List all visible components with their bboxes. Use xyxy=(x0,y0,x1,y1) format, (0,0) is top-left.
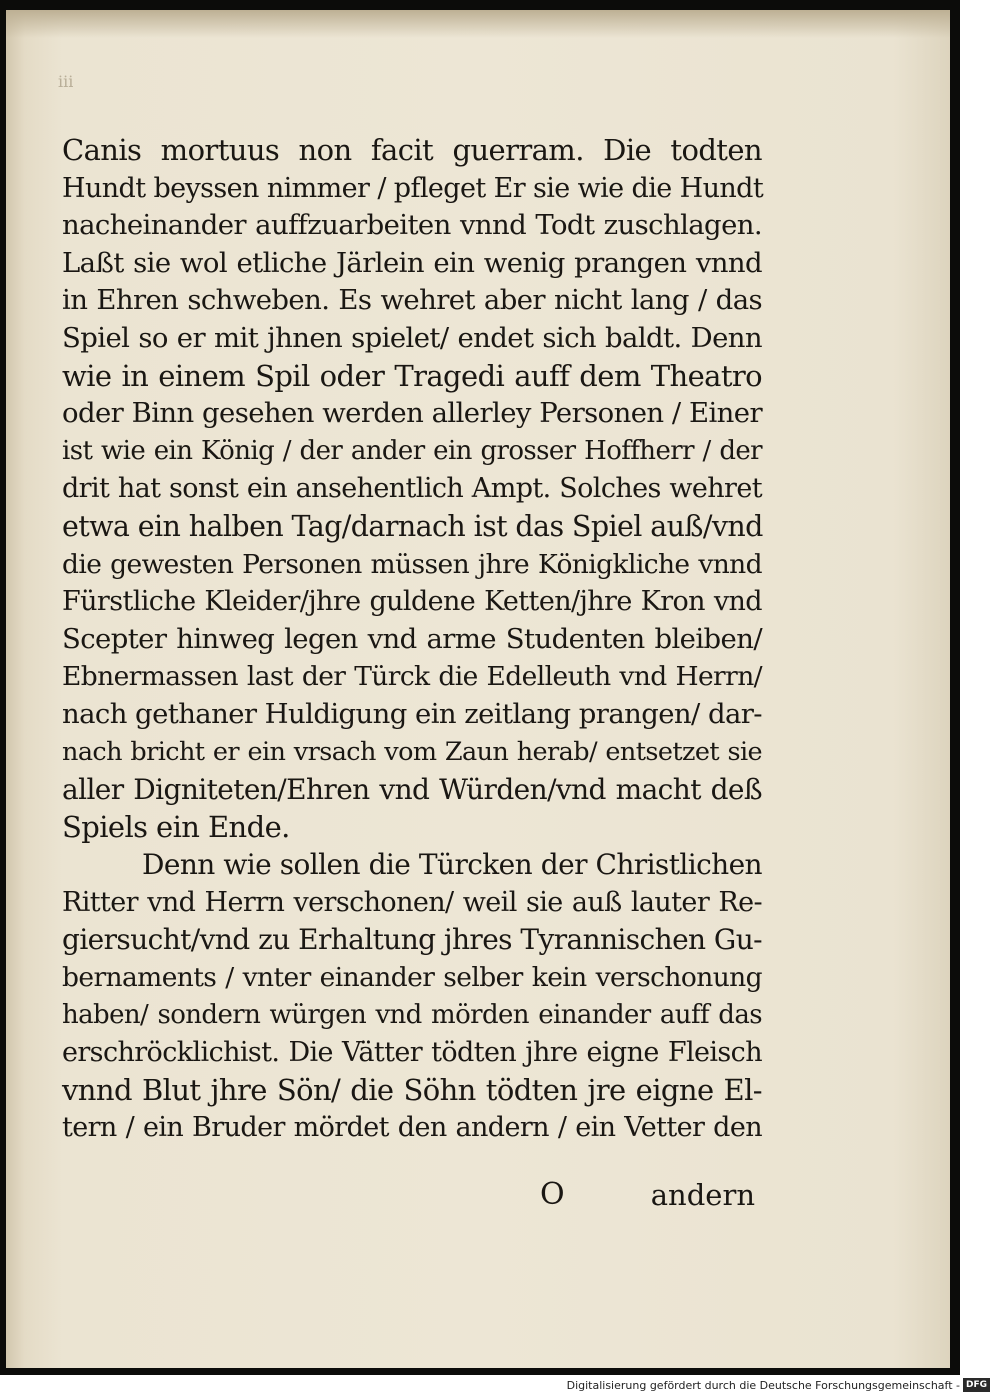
text-line: Denn wie sollen die Türcken der Christlichen xyxy=(142,848,762,882)
text-line: ist wie ein König / der ander ein grosser Hoffherr / der xyxy=(62,435,762,466)
text-line: Hundt beyssen nimmer / pfleget Er sie wie die Hundt xyxy=(62,172,764,204)
page-number-mark: iii xyxy=(58,72,74,91)
catchword-row xyxy=(540,1175,755,1215)
text-line: etwa ein halben Tag/darnach ist das Spiel auß/vnd xyxy=(62,509,763,543)
dfg-logo-icon: DFG xyxy=(963,1378,990,1392)
funding-notice: Digitalisierung gefördert durch die Deutsche Forschungsgemeinschaft - xyxy=(566,1378,960,1392)
text-line: die gewesten Personen müssen jhre Königkliche vnnd xyxy=(62,548,762,580)
text-line: nach bricht er ein vrsach vom Zaun herab/ entsetzet sie xyxy=(62,736,762,767)
text-line: aller Digniteten/Ehren vnd Würden/vnd macht deß xyxy=(62,773,762,807)
text-line: oder Binn gesehen werden allerley Personen / Einer xyxy=(62,397,762,430)
text-line: erschröcklichist. Die Vätter tödten jhre eigne Fleisch xyxy=(62,1037,762,1069)
funding-footer xyxy=(567,1376,990,1394)
text-line: Scepter hinweg legen vnd arme Studenten bleiben/ xyxy=(62,622,762,655)
page-top-edge xyxy=(6,10,950,38)
text-line: Canis mortuus non facit guerram. Die todten xyxy=(62,133,762,167)
text-line: haben/ sondern würgen vnd mörden einander auff das xyxy=(62,999,762,1030)
text-line: vnnd Blut jhre Sön/ die Söhn tödten jre eigne El- xyxy=(62,1072,762,1107)
text-line: wie in einem Spil oder Tragedi auff dem Theatro xyxy=(62,358,762,393)
text-line: nacheinander auffzuarbeiten vnnd Todt zuschlagen. xyxy=(62,209,762,242)
text-line: Fürstliche Kleider/jhre guldene Ketten/jhre Kron vnd xyxy=(62,586,762,618)
catchword: andern xyxy=(650,1178,755,1212)
text-line: Spiels ein Ende. xyxy=(62,809,290,844)
signature-mark: O xyxy=(540,1177,565,1212)
text-line: Ebnermassen last der Türck die Edelleuth vnd Herrn/ xyxy=(62,661,762,693)
text-line: Laßt sie wol etliche Järlein ein wenig prangen vnnd xyxy=(62,246,762,279)
text-line: tern / ein Bruder mördet den andern / ein Vetter den xyxy=(62,1112,762,1144)
text-line: in Ehren schweben. Es wehret aber nicht lang / das xyxy=(62,284,762,317)
text-line: drit hat sonst ein ansehentlich Ampt. Solches wehret xyxy=(62,473,762,505)
text-line: nach gethaner Huldigung ein zeitlang prangen/ dar- xyxy=(62,697,762,730)
text-line: Spiel so er mit jhnen spielet/ endet sich baldt. Denn xyxy=(62,321,762,354)
text-block xyxy=(62,132,762,1147)
text-line: bernaments / vnter einander selber kein verschonung xyxy=(62,962,762,994)
text-line: Ritter vnd Herrn verschonen/ weil sie auß lauter Re- xyxy=(62,886,762,918)
text-line: giersucht/vnd zu Erhaltung jhres Tyrannischen Gu- xyxy=(62,923,762,957)
